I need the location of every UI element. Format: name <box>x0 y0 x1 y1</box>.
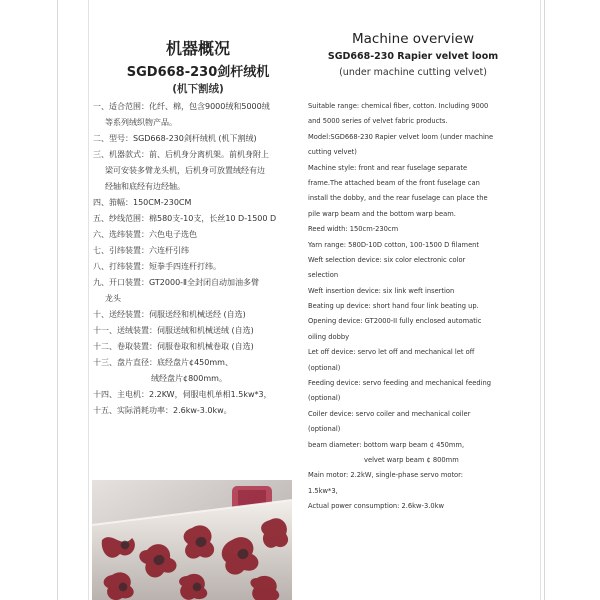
cn-spec-line: 经轴和底经有边经轴。 <box>105 182 185 191</box>
cn-spec-line: 六、选纬装置：六色电子选色 <box>93 230 197 239</box>
en-spec-line: Opening device: GT2000-II fully enclosed automatic <box>308 317 482 326</box>
cn-spec-line: 八、打纬装置：短拳手四连杆打纬。 <box>93 262 221 271</box>
en-spec-line: Weft selection device: six color electronic color <box>308 255 466 264</box>
en-spec-line: Suitable range: chemical fiber, cotton. Including 9000 <box>308 102 489 110</box>
cn-spec-line: 龙头 <box>105 294 121 303</box>
en-spec-line: beam diameter: bottom warp beam ¢ 450mm, <box>308 440 465 449</box>
en-spec-line: Feeding device: servo feeding and mechanical feeding <box>308 379 491 388</box>
cn-spec-line: 十一、送绒装置：伺服送绒和机械送绒 (自选) <box>93 326 254 335</box>
en-spec-line: Machine style: front and rear fuselage separate <box>308 163 468 172</box>
cn-model-heading: SGD668-230剑杆绒机 <box>126 65 270 80</box>
en-model-heading: SGD668-230 Rapier velvet loom <box>327 51 499 62</box>
cn-spec-line: 一、适合范围：化纤、棉，包含9000绒和5000绒 <box>93 102 270 111</box>
en-spec-line: frame.The attached beam of the front fuselage can <box>308 178 480 187</box>
cn-subtitle: (机下割绒) <box>172 83 224 95</box>
en-spec-line: and 5000 series of velvet fabric products. <box>308 117 448 126</box>
cn-spec-list <box>93 99 305 419</box>
en-spec-line: 1.5kw*3, <box>308 486 338 495</box>
cn-spec-line: 绒经盘片¢800mm。 <box>151 374 227 383</box>
en-subtitle: (under machine cutting velvet) <box>339 67 487 78</box>
en-spec-line: Actual power consumption: 2.6kw-3.0kw <box>308 502 444 511</box>
cn-spec-line: 十四、主电机：2.2KW，伺服电机单相1.5kw*3， <box>93 390 272 399</box>
en-title: Machine overview <box>352 31 474 47</box>
right-margin-rule <box>540 0 541 600</box>
en-spec-line: Yarn range: 580D-10D cotton, 100-1500 D filament <box>308 240 480 249</box>
en-spec-line: cutting velvet) <box>308 148 357 157</box>
en-spec-line: Let off device: servo let off and mechanical let off <box>308 348 475 357</box>
en-spec-line: pile warp beam and the bottom warp beam. <box>308 209 456 218</box>
cn-spec-line: 十五、实际消耗功率：2.6kw-3.0kw。 <box>93 406 232 415</box>
cn-spec-line: 十三、盘片直径：底经盘片¢450mm、 <box>93 358 233 367</box>
fabric-sample-photo <box>92 480 292 600</box>
fabric-photo-illustration <box>92 480 292 600</box>
cn-spec-line: 五、纱线范围：棉580支-10支，长丝10 D-1500 D <box>93 214 277 223</box>
en-spec-line: Main motor: 2.2kW, single-phase servo motor: <box>308 471 464 480</box>
cn-spec-line: 四、筘幅：150CM-230CM <box>93 198 192 207</box>
cn-spec-line: 梁可安装多臂龙头机，后机身可放置绒经有边 <box>105 166 265 175</box>
en-spec-list <box>308 99 498 515</box>
cn-spec-line: 九、开口装置：GT2000-Ⅱ全封闭自动加油多臂 <box>93 278 259 287</box>
en-spec-line: oiling dobby <box>308 332 350 341</box>
cn-spec-line: 三、机器款式：前、后机身分离机架。前机身附上 <box>93 150 269 159</box>
en-spec-line: selection <box>308 271 339 280</box>
cn-spec-line: 二、型号：SGD668-230剑杆绒机 (机下割绒) <box>93 134 257 143</box>
en-spec-line: Beating up device: short hand four link beating up. <box>308 302 479 311</box>
en-spec-line: Weft insertion device: six link weft insertion <box>308 286 455 295</box>
en-spec-line: (optional) <box>308 425 341 434</box>
en-spec-line: (optional) <box>308 363 341 372</box>
en-spec-line: velvet warp beam ¢ 800mm <box>364 455 459 464</box>
cn-spec-line: 十、送经装置：伺服送经和机械送经 (自选) <box>93 310 246 319</box>
en-spec-line: Coiler device: servo coiler and mechanical coiler <box>308 409 471 418</box>
page-margin-left <box>0 0 57 600</box>
en-spec-line: Model:SGD668-230 Rapier velvet loom (under machine <box>308 132 494 141</box>
cn-spec-line: 等系列绒织物产品。 <box>105 118 177 127</box>
cn-spec-line: 七、引纬装置：六连杆引纬 <box>93 246 189 255</box>
cn-spec-line: 十二、卷取装置：伺服卷取和机械卷取 (自选) <box>93 342 254 351</box>
en-spec-line: install the dobby, and the rear fuselage can place the <box>308 194 488 203</box>
en-spec-line: Reed width: 150cm-230cm <box>308 225 399 234</box>
cn-title: 机器概况 <box>165 39 230 58</box>
en-spec-line: (optional) <box>308 394 341 403</box>
